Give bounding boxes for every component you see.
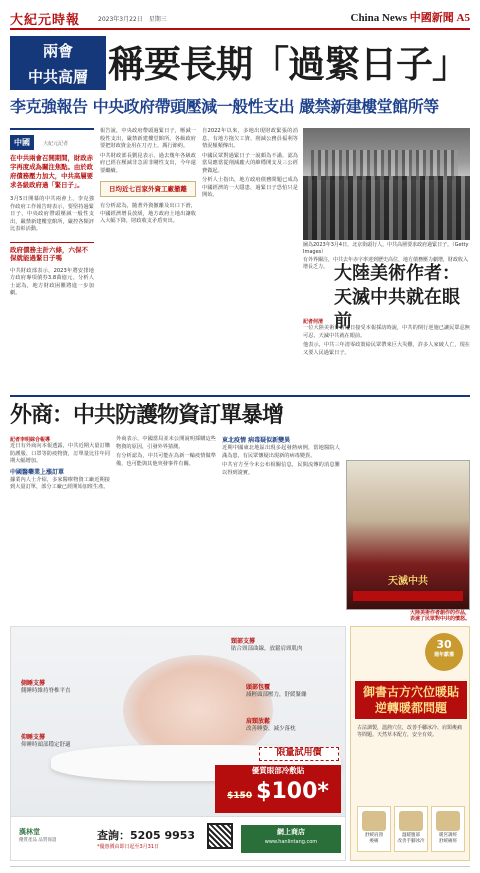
ad-footer [11, 816, 345, 860]
ad-shop-url[interactable]: www.hanlintang.com [264, 839, 318, 845]
ad-price-value [215, 777, 341, 811]
badge-number: 30 [436, 638, 452, 651]
ad-new-price: $100* [256, 779, 329, 804]
topic-tag [10, 36, 106, 90]
page-footer-rule [10, 866, 470, 867]
ad2-product-tiles [357, 806, 465, 852]
ad-feature-1-title: 頸部支撐 [231, 638, 256, 645]
ad-feature-4-title: 側睡支撐 [21, 680, 46, 687]
topic-tag-line1: 兩會 [42, 42, 73, 60]
ad-feature-3 [246, 719, 341, 732]
ad-price-title: 優質眼部冷敷貼 [251, 766, 305, 775]
sidebar-body: 3月5日開幕的中共兩會上，李克強作政府工作報告時表示，要堅持過緊日子，中央政府帶頭壓減一般性支出，嚴禁新建樓堂館所，嚴控各類評比表彰活動。 [10, 196, 94, 232]
col3-paragraph-3: 分析人士指出，地方政府債務問題已成為中國經濟的一大隱患，過緊日子恐怕只是開始。 [202, 177, 298, 198]
ad-feature-1-body: 貼合頸部曲線，放鬆肩頸肌肉 [231, 645, 303, 652]
col2-subhead: 日均近七百家外資工廠撤離 [109, 185, 187, 193]
news-photo [303, 128, 470, 240]
bottom-c-paragraph-1: 近期中國東北地區出現多起發熱病例，當地醫院人滿為患，有民眾懷疑出現新的病毒變異。 [222, 445, 340, 459]
ad-shop-label: 網上商店 [277, 828, 305, 836]
bottom-a-paragraph-1: 近日有外商向本報透露，中共近期大量訂購防護服、口罩等防疫物資，訂單量比往年同期大幅增加。 [10, 443, 110, 464]
bottom-byline: 記者李明綜合報導 [10, 437, 51, 443]
ad-feature-5-body: 仰睡時頭部穩定舒適 [21, 741, 71, 748]
ad2-body: 古法調製，溫熱穴位，改善手腳冰冷、肩頸痠痛等問題。天然草本配方，安全有效。 [357, 725, 463, 738]
ad-feature-5-title: 仰睡支撐 [21, 734, 46, 741]
ad-brand [19, 827, 79, 843]
article-column-3 [202, 128, 298, 400]
bottom-column-c [222, 436, 340, 622]
poster-text: 天滅中共 [388, 576, 428, 587]
bottom-b-paragraph-2: 有分析認為，中共可能在為新一輪疫情做準備，也可能與其他突發事件有關。 [116, 453, 216, 467]
lead-headline: 稱要長期「過緊日子」 [108, 42, 468, 86]
art-article-byline: 記者何清 [303, 319, 324, 325]
col2-paragraph-3: 有分析認為，隨著外資撤離及出口下滑，中國經濟增長放緩，地方政府土地出讓收入大幅下降，財政收支矛盾突出。 [100, 203, 196, 224]
ad-brand-name: 漢林堂 [19, 828, 40, 836]
art-paragraph-1: 一位大陸美術作者近日接受本報採訪時說，中共的倒行逆施已讓民眾忍無可忍，天滅中共就在眼前。 [303, 325, 470, 339]
ad2-title: 御書古方穴位暖貼 逆轉暖都問題 [355, 681, 467, 719]
ad-feature-3-title: 肩頸放鬆 [246, 718, 271, 725]
ad-feature-2 [246, 685, 341, 698]
col3-paragraph-2: 中國民眾對過緊日子一說頗為不滿，認為當局應當從削減龐大的維穩開支及三公經費做起。 [202, 152, 298, 174]
section-left: China News [350, 12, 408, 24]
sidebar-column [10, 128, 94, 400]
ad-feature-2-body: 減輕頭部壓力，舒緩緊繃 [246, 691, 307, 698]
ad2-tile-2: 溫暖腹部 改善手腳冰冷 [394, 806, 428, 852]
sidebar-title: 中國 [10, 135, 34, 150]
ad-brand-sub: 優質產品 品質保證 [19, 838, 57, 843]
masthead [10, 8, 470, 30]
ad-phone-note: *優惠價由即日起至3月31日 [97, 844, 160, 850]
ad-feature-5 [21, 735, 91, 748]
lead-subhead: 李克強報告 中央政府帶頭壓減一般性支出 嚴禁新建樓堂館所等 [10, 97, 439, 116]
bottom-headline: 外商：中共防護物資訂單暴增 [10, 403, 284, 428]
ad-feature-4-body: 側睡時維持脊椎平直 [21, 687, 71, 694]
col2-paragraph-2: 中共財政部長劉昆表示，過去幾年各級政府已經在壓減非急需非剛性支出，今年還要繼續。 [100, 152, 196, 174]
section-divider [10, 395, 470, 397]
poster-caption: 大陸美術作者創作的作品，表達了民眾對中共的憤怒。 [410, 610, 471, 623]
warming-patch-advertisement[interactable] [350, 626, 470, 861]
sidebar-box-title: 政府債務主計六條，六保不保就能過緊日子嗎 [10, 245, 88, 262]
issue-date: 2023年3月22日 星期三 [98, 16, 167, 23]
photo-foreground-crowd [303, 176, 470, 240]
sidebar-box-body: 中共財政部表示，2023年將安排地方政府專項債券3.8萬億元。分析人士認為，地方財政困難將進一步加劇。 [10, 267, 94, 296]
ad-feature-1 [231, 639, 341, 652]
qr-code-icon[interactable] [207, 823, 233, 849]
topic-tag-line2: 中共高層 [27, 68, 88, 86]
ad2-tile-3: 暖宮調經 舒緩痛經 [431, 806, 465, 852]
bottom-column-a [10, 436, 110, 622]
photo-caption-text: 圖為2023年3月4日，北京街頭行人。中共高層要求政府過緊日子。（Getty Images） [303, 242, 469, 255]
pillow-advertisement[interactable] [10, 626, 346, 861]
badge-text: 週年獻禮 [433, 652, 454, 658]
art-paragraph-2: 他表示，中共三年清零政策給民眾帶來巨大災難，許多人家破人亡，現在又要人民過緊日子。 [303, 342, 470, 356]
art-article-title: 大陸美術作者：天滅中共就在眼前 [334, 263, 460, 332]
sidebar-box [10, 242, 94, 298]
col2-subhead-box [100, 181, 196, 197]
photo-side-paragraph: 有外界關注，中共去年赤字率達到歷史高位，地方債務壓力劇增，財政收入增長乏力。 [303, 257, 469, 270]
art-article-body [303, 318, 470, 394]
bottom-b-paragraph-1: 外商表示，中國當局並未公開說明採購這些物資的原因，引發外界猜測。 [116, 436, 216, 450]
bottom-a-paragraph-2: 據業內人士介紹，多家醫療物資工廠近期接到大量訂單，部分工廠已經開始加班生產。 [10, 476, 110, 490]
bottom-a-subhead: 中國醫藥業上漲訂單 [10, 468, 65, 476]
article-column-2 [100, 128, 196, 400]
sidebar-lead: 在中共兩會召開期間，財政赤字再度成為關注焦點。由於政府債務壓力加大，中共高層要求各級政府過「緊日子」。 [10, 154, 94, 189]
section-name [351, 9, 471, 25]
col3-paragraph-1: 自2022年以來，多地出現財政緊張的消息，有地方拖欠工資、削減公務員福利等情況頻頻傳出。 [202, 128, 298, 149]
ad-online-shop[interactable] [241, 825, 341, 853]
bottom-c-title: 東北疫情 病毒疑似新變異 [222, 437, 291, 444]
anniversary-badge [425, 633, 463, 671]
ad-feature-4 [21, 681, 91, 694]
ad-feature-2-title: 頭部包覆 [246, 684, 271, 691]
bottom-column-b [116, 436, 216, 622]
ad-phone[interactable] [97, 827, 195, 850]
sidebar-byline: 大紀元記者 [43, 141, 69, 147]
ad-price-box[interactable] [215, 765, 341, 813]
ad-trial-stamp: 限量試用價 [259, 747, 339, 761]
bottom-c-paragraph-2: 中共官方至今未公布相關信息，民間流傳的消息難以得到證實。 [222, 462, 340, 476]
ad-phone-number[interactable]: 查詢：5205 9953 [97, 829, 196, 842]
ad2-tile-1: 舒緩肩頸 痠痛 [357, 806, 391, 852]
section-right: 中國新聞 A5 [409, 12, 470, 24]
ad-feature-3-body: 改善睡姿，減少落枕 [246, 725, 296, 732]
newspaper-logo: 大紀元時報 [10, 13, 81, 28]
artwork-poster [346, 460, 470, 610]
col2-paragraph-1: 報告說，中央政府帶頭過緊日子，壓減一般性支出，嚴禁新建樓堂館所。各級政府要把財政資金用在刀刃上，厲行節約。 [100, 128, 196, 149]
poster-red-bar [353, 591, 463, 601]
ad-old-price: $150 [227, 791, 253, 801]
